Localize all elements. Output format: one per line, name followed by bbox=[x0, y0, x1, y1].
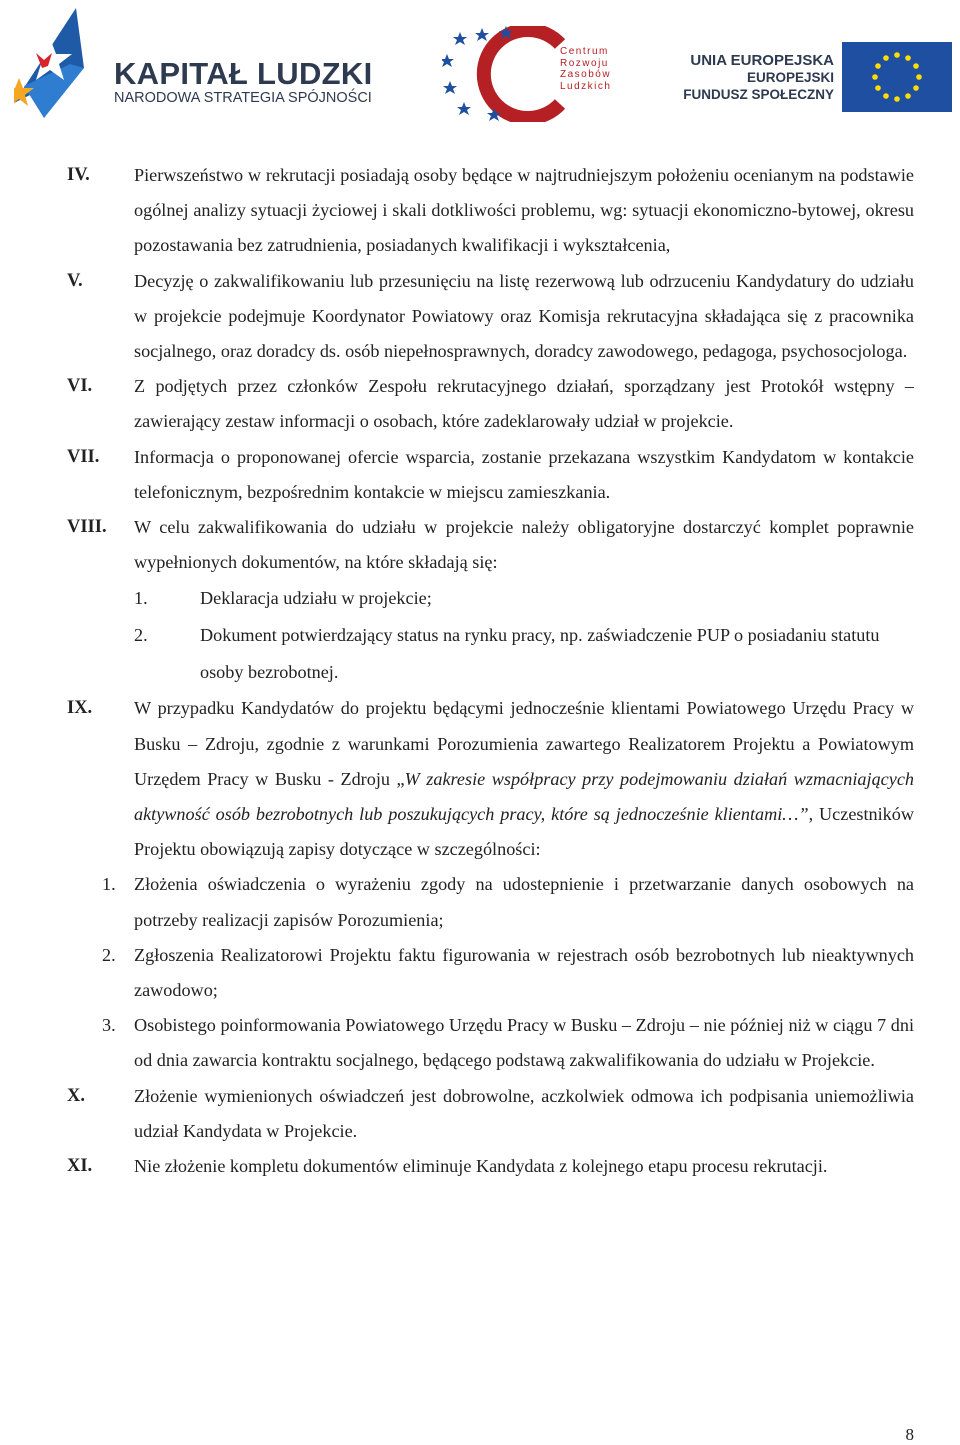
section-number: X. bbox=[67, 1085, 85, 1106]
eu-logo bbox=[683, 42, 952, 112]
list-item-number: 2. bbox=[102, 944, 116, 965]
section-vi bbox=[67, 369, 914, 439]
kapital-ludzki-logo bbox=[14, 8, 394, 128]
list-item-text: Deklaracja udziału w projekcie; bbox=[200, 588, 432, 609]
list-item-number: 3. bbox=[102, 1015, 116, 1036]
list-item-text: Dokument potwierdzający status na rynku pracy, np. zaświadczenie PUP o posiadaniu statutu osoby bezrobotnej. bbox=[200, 625, 880, 683]
section-text: Z podjętych przez członków Zespołu rekrutacyjnego działań, sporządzany jest Protokół wstępny – zawierający zestaw informacji o osobach, które zadeklarowały udział w projekcie. bbox=[134, 376, 914, 432]
eu-flag-icon bbox=[842, 42, 952, 112]
eu-line-1: UNIA EUROPEJSKA bbox=[690, 52, 834, 69]
section-x bbox=[67, 1079, 914, 1149]
section-number: IV. bbox=[67, 165, 90, 185]
crzl-emblem bbox=[442, 26, 572, 122]
list-item bbox=[134, 580, 914, 617]
eu-line-2: EUROPEJSKI bbox=[746, 70, 834, 85]
section-vii bbox=[67, 440, 914, 510]
list-item bbox=[102, 1008, 914, 1078]
page-number: 8 bbox=[905, 1425, 914, 1444]
kapital-ludzki-title: KAPITAŁ LUDZKI bbox=[114, 56, 373, 91]
section-number: V. bbox=[67, 270, 83, 291]
section-v bbox=[67, 264, 914, 370]
kapital-ludzki-subtitle: NARODOWA STRATEGIA SPÓJNOŚCI bbox=[114, 90, 372, 106]
section-iv bbox=[67, 158, 914, 264]
kapital-ludzki-emblem bbox=[14, 8, 106, 128]
section-ix bbox=[67, 691, 914, 867]
section-number: VIII. bbox=[67, 517, 107, 538]
section-quote: W zakresie współpracy przy podejmowaniu działań wzmacniających aktywność osób bezrobotnych lub poszukujących pracy, które są jednocześnie klientami…” bbox=[134, 768, 914, 825]
eu-logo-text bbox=[683, 52, 834, 103]
section-number: XI. bbox=[67, 1156, 93, 1177]
section-text: Pierwszeństwo w rekrutacji posiadają osoby będące w najtrudniejszym położeniu ocenianym na podstawie ogólnej analizy sytuacji życiowej i skali dotkliwości problemu, wg: sytuacji ekonomiczno-bytowej, okresu pozostawania bez zatrudnienia, posiadanych kwalifikacji i wykształcenia, bbox=[134, 165, 914, 256]
eu-line-3: FUNDUSZ SPOŁECZNY bbox=[683, 87, 834, 102]
section-text: Nie złożenie kompletu dokumentów eliminuje Kandydata z kolejnego etapu procesu rekrutacji. bbox=[134, 1156, 828, 1177]
section-viii bbox=[67, 510, 914, 580]
list-item bbox=[102, 938, 914, 1008]
section-text: Informacja o proponowanej ofercie wsparcia, zostanie przekazana wszystkim Kandydatom w kontakcie telefonicznym, bezpośrednim kontakcie w miejscu zamieszkania. bbox=[134, 446, 914, 502]
section-text: Złożenie wymienionych oświadczeń jest dobrowolne, aczkolwiek odmowa ich podpisania uniemożliwia udział Kandydata w Projekcie. bbox=[134, 1085, 914, 1141]
list-item-number: 1. bbox=[102, 874, 116, 895]
list-item-text: Osobistego poinformowania Powiatowego Urzędu Pracy w Busku – Zdroju – nie później niż w ciągu 7 dni od dnia zawarcia kontraktu socjalnego, będącego podstawą zakwalifikowania do udziału w Projekcie. bbox=[134, 1015, 914, 1071]
section-number: IX. bbox=[67, 698, 93, 719]
list-item-text: Zgłoszenia Realizatorowi Projektu faktu figurowania w rejestrach osób bezrobotnych lub nieaktywnych zawodowo; bbox=[134, 944, 914, 1001]
section-text: Decyzję o zakwalifikowaniu lub przesunięciu na listę rezerwową lub odrzuceniu Kandydatury do udziału w projekcie podejmuje Koordynator Powiatowy oraz Komisja rekrutacyjna składająca się z pracownika socjalnego, oraz doradcy ds. osób niepełnosprawnych, doradcy zawodowego, pedagoga, psychosocjologa. bbox=[134, 270, 914, 362]
list-item-number: 2. bbox=[134, 625, 148, 646]
document-body bbox=[0, 158, 960, 1184]
section-text-a: W przypadku Kandydatów do projektu będącymi jednocześnie klientami Powiatowego Urzędu Pracy w Busku – Zdroju, zgodnie z warunkami Porozumienia zawartego Realizatorem Projektu a Powiatowym Urzędem Pracy w Busku - Zdroju „ bbox=[134, 698, 914, 789]
crzl-logo bbox=[442, 26, 642, 122]
page-header bbox=[0, 0, 960, 140]
list-item-number: 1. bbox=[134, 588, 148, 609]
section-text: W celu zakwalifikowania do udziału w projekcie należy obligatoryjne dostarczyć komplet poprawnie wypełnionych dokumentów, na które składają się: bbox=[134, 517, 914, 573]
section-number: VI. bbox=[67, 376, 93, 397]
crzl-text: Centrum Rozwoju Zasobów Ludzkich bbox=[560, 46, 612, 92]
list-item-text: Złożenia oświadczenia o wyrażeniu zgody na udostepnienie i przetwarzanie danych osobowych na potrzeby realizacji zapisów Porozumienia; bbox=[134, 874, 914, 930]
list-item bbox=[134, 617, 914, 691]
list-item bbox=[102, 867, 914, 937]
section-text-b: , Uczestników Projektu obowiązują zapisy dotyczące w szczególności: bbox=[134, 804, 914, 860]
section-number: VII. bbox=[67, 446, 100, 467]
section-xi bbox=[67, 1149, 914, 1184]
